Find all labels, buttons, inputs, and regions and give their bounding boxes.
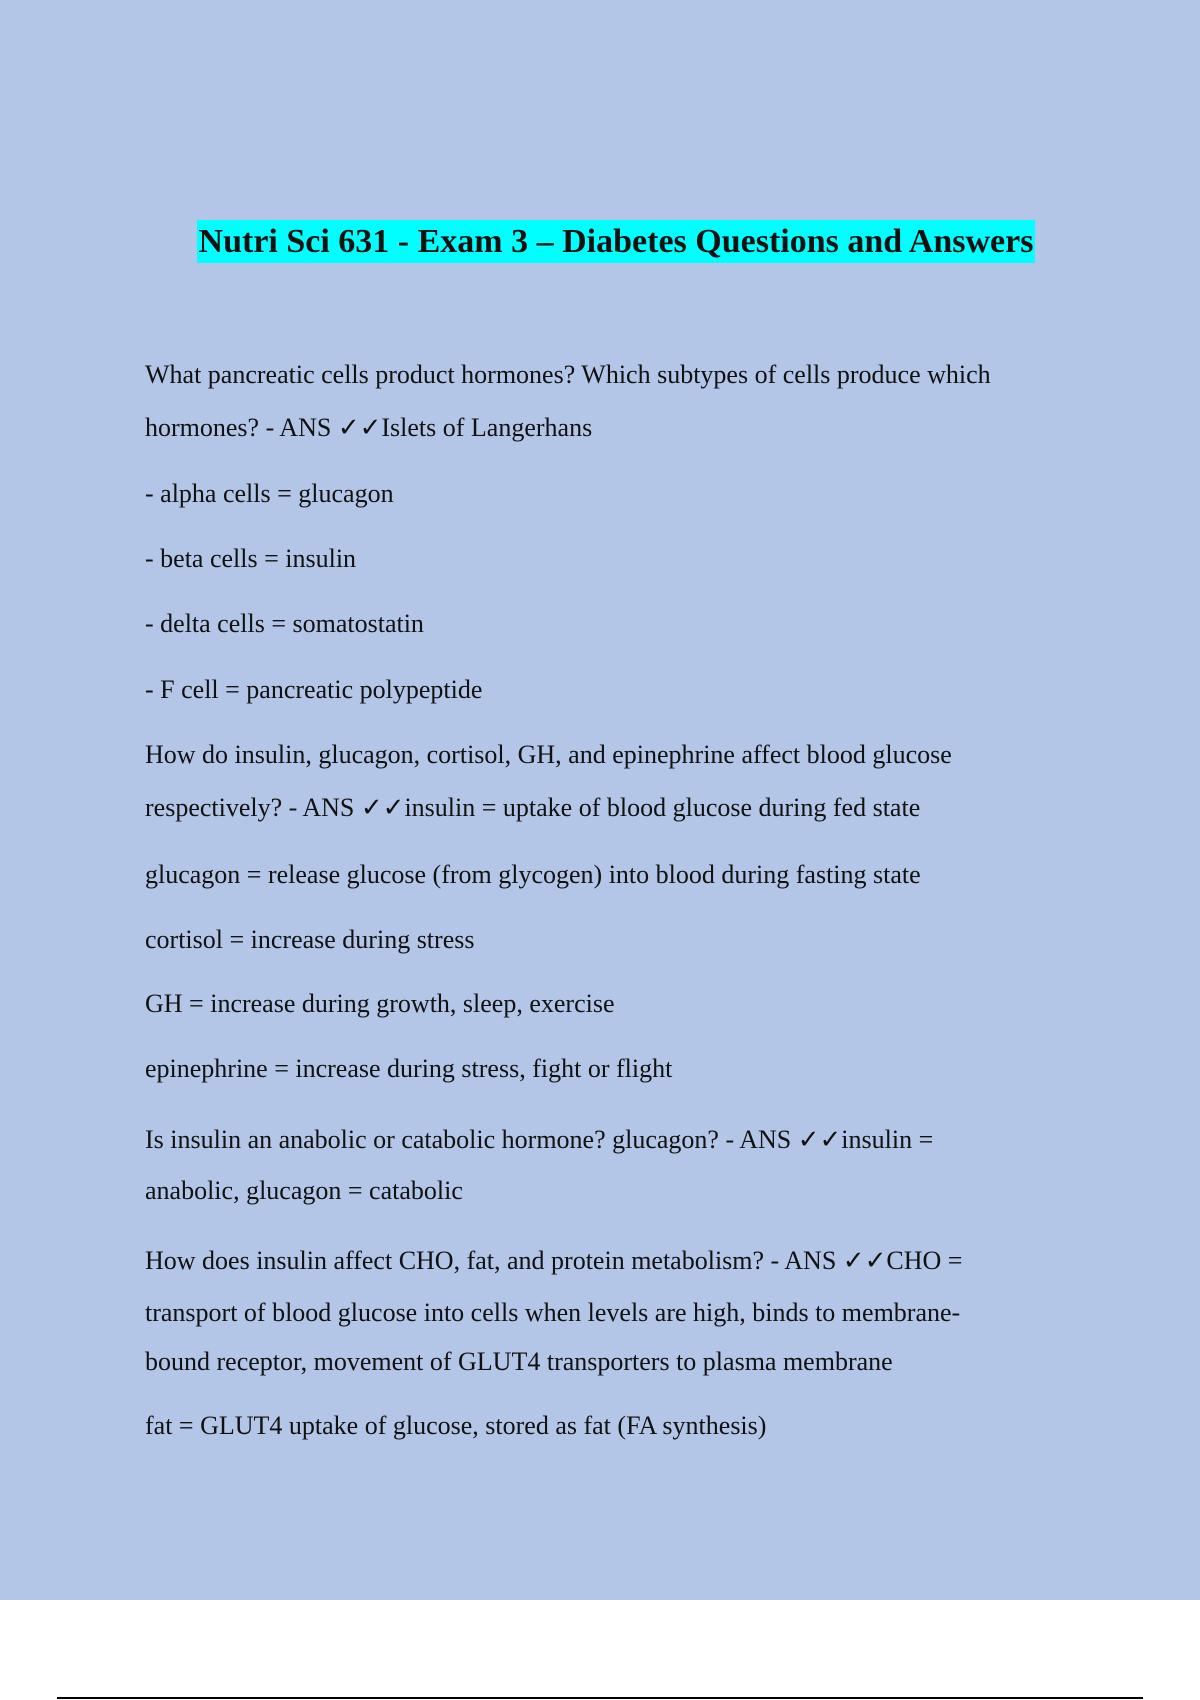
text-line: - alpha cells = glucagon (145, 479, 394, 508)
text-line: glucagon = release glucose (from glycogen) into blood during fasting state (145, 860, 921, 889)
text-line: fat = GLUT4 uptake of glucose, stored as fat (FA synthesis) (145, 1411, 767, 1440)
text-line: bound receptor, movement of GLUT4 transporters to plasma membrane (145, 1347, 893, 1376)
document-title: Nutri Sci 631 - Exam 3 – Diabetes Questions and Answers (197, 220, 1036, 263)
text-line: - beta cells = insulin (145, 544, 357, 573)
text-line: - F cell = pancreatic polypeptide (145, 675, 483, 704)
text-line: transport of blood glucose into cells when levels are high, binds to membrane- (145, 1298, 961, 1327)
text-line: What pancreatic cells product hormones? Which subtypes of cells produce which (145, 360, 991, 389)
text-line: - delta cells = somatostatin (145, 609, 424, 638)
footer-divider (57, 1697, 1143, 1699)
text-line: How does insulin affect CHO, fat, and protein metabolism? - ANS ✓✓CHO = (145, 1246, 963, 1275)
text-line: hormones? - ANS ✓✓Islets of Langerhans (145, 413, 593, 442)
text-line: GH = increase during growth, sleep, exercise (145, 989, 615, 1018)
text-line: Is insulin an anabolic or catabolic hormone? glucagon? - ANS ✓✓insulin = (145, 1125, 934, 1154)
text-line: respectively? - ANS ✓✓insulin = uptake of blood glucose during fed state (145, 793, 921, 822)
text-line: epinephrine = increase during stress, fight or flight (145, 1054, 673, 1083)
text-line: cortisol = increase during stress (145, 925, 475, 954)
text-line: How do insulin, glucagon, cortisol, GH, and epinephrine affect blood glucose (145, 740, 952, 769)
text-line: anabolic, glucagon = catabolic (145, 1176, 463, 1205)
title-wrapper (0, 220, 1200, 263)
